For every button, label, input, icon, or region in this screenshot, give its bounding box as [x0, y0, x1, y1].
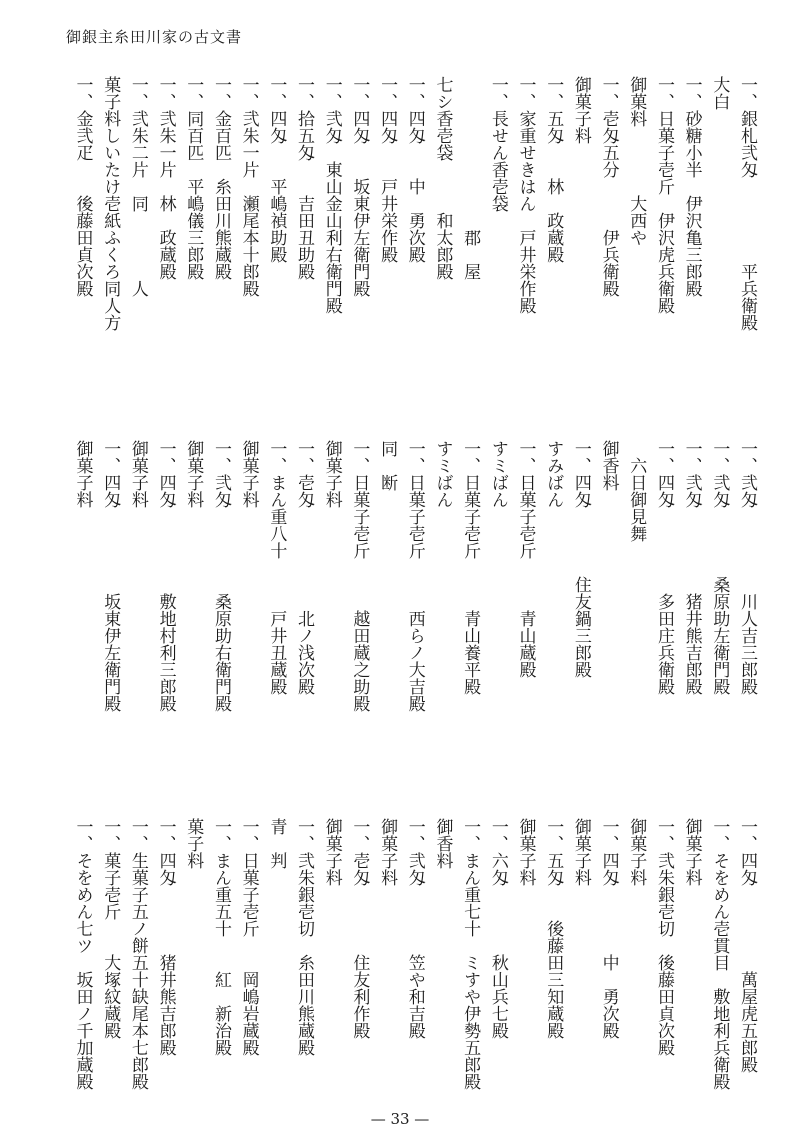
ledger-donor-name: 川人吉三郎殿 [737, 593, 757, 695]
ledger-donor-name: 伊沢虎兵衛殿 [653, 212, 674, 314]
ledger-gap [73, 954, 93, 971]
ledger-donor-name: 後藤田貞次殿 [653, 954, 674, 1056]
ledger-item: 一、弐匁 [681, 440, 702, 508]
ledger-item: 一、生菓子五ノ餅五十缺 [127, 818, 148, 1005]
ledger-column [234, 818, 262, 1098]
page-number: — 33 — [370, 1110, 430, 1128]
ledger-gap [156, 178, 176, 195]
ledger-item: 一、四匁 [598, 818, 619, 886]
ledger-column [262, 76, 290, 396]
ledger-item: 一、壱匁 [294, 440, 314, 508]
ledger-donor-name: 坂東伊左衛門殿 [100, 593, 121, 712]
ledger-gap [516, 212, 536, 229]
ledger-gap [737, 178, 757, 263]
ledger-gap [682, 178, 702, 195]
ledger-donor-name: 大塚紋蔵殿 [100, 954, 121, 1039]
ledger-item: 御菓子料 [321, 818, 342, 886]
ledger-column [483, 818, 511, 1098]
ledger-item: 菓子料しいたけ壱紙ふくろ同人方 [100, 76, 121, 331]
ledger-gap [405, 144, 425, 178]
ledger-donor-name: 北ノ浅次殿 [294, 610, 314, 695]
ledger-item: 一、長せん香壱袋 [487, 76, 508, 212]
ledger-item: 一、弐朱銀壱切 [653, 818, 674, 937]
ledger-column [649, 76, 677, 396]
ledger-donor-name: 青山蔵殿 [515, 610, 536, 678]
ledger-item: 一、五匁 [543, 818, 564, 886]
ledger-column [289, 440, 317, 770]
ledger-item: 一、五匁 [543, 76, 564, 144]
ledger-column [400, 440, 428, 770]
ledger-column [179, 440, 207, 770]
ledger-item: 御菓子料 [570, 818, 591, 886]
ledger-item: 一、弐匁 [709, 440, 730, 508]
ledger-item: 一、弐匁 [210, 440, 231, 508]
ledger-item: 一、四匁 [155, 440, 176, 508]
ledger-gap [294, 937, 314, 954]
ledger-item: 一、菓子壱斤 [100, 818, 121, 920]
ledger-donor-name: 猪井熊吉郎殿 [155, 954, 176, 1056]
ledger-column [428, 440, 456, 770]
ledger-column [262, 818, 290, 1098]
ledger-gap [349, 144, 369, 178]
ledger-column [622, 76, 650, 396]
ledger-donor-name: 越田蔵之助殿 [349, 610, 370, 712]
ledger-column [262, 440, 290, 770]
ledger-gap [432, 161, 452, 212]
ledger-column [511, 440, 539, 770]
ledger-column [123, 818, 151, 1098]
ledger-band-bottom [40, 818, 760, 1098]
ledger-donor-name: 住友鍋三郎殿 [570, 576, 591, 678]
ledger-donor-name: 戸井丑蔵殿 [266, 610, 287, 695]
ledger-gap [211, 161, 231, 178]
ledger-gap [405, 886, 425, 954]
ledger-donor-name: 後藤田三知蔵殿 [543, 920, 564, 1039]
ledger-column [622, 440, 650, 770]
ledger-item: 一、同百匹 [183, 76, 204, 161]
ledger-column [96, 76, 124, 396]
ledger-column [594, 76, 622, 396]
ledger-column [732, 76, 760, 396]
ledger-column [234, 76, 262, 396]
ledger-gap [73, 161, 93, 195]
ledger-gap [682, 508, 702, 593]
ledger-donor-name: 林 政蔵殿 [543, 178, 564, 263]
ledger-donor-name: 敷地村利三郎殿 [155, 593, 176, 712]
ledger-donor-name: 戸井栄作殿 [515, 229, 536, 314]
ledger-item: 一、まん重七十 [460, 818, 481, 937]
ledger-gap [460, 937, 480, 954]
ledger-donor-name: 戸井栄作殿 [377, 178, 398, 263]
ledger-item: 一、四匁 [737, 818, 757, 886]
ledger-gap [654, 508, 674, 593]
ledger-gap [183, 161, 203, 178]
ledger-item: 御菓子料 [183, 440, 204, 508]
ledger-column [289, 818, 317, 1098]
ledger-item: 御香料 [598, 440, 619, 491]
ledger-column [151, 818, 179, 1098]
ledger-column [622, 818, 650, 1098]
ledger-gap [349, 886, 369, 954]
ledger-item: 一、弐朱二片 [127, 76, 148, 178]
ledger-column [511, 818, 539, 1098]
ledger-column [123, 76, 151, 396]
ledger-column [705, 818, 733, 1098]
ledger-column [511, 76, 539, 396]
ledger-donor-name: 伊沢亀三郎殿 [681, 195, 702, 297]
ledger-gap [488, 886, 508, 954]
ledger-column [732, 818, 760, 1098]
ledger-item: 一、壱匁 [349, 818, 370, 886]
ledger-donor-name: 糸田川熊蔵殿 [210, 178, 231, 280]
ledger-gap [239, 937, 259, 971]
ledger-gap [460, 76, 480, 229]
ledger-item: 一、弐匁 [321, 76, 342, 144]
ledger-item: 御菓子料 [127, 440, 148, 508]
ledger-gap [156, 508, 176, 593]
ledger-gap [626, 440, 646, 457]
ledger-item: 一、日菓子壱斤 [460, 440, 481, 559]
ledger-item: 御菓子料 [72, 440, 93, 508]
ledger-column [428, 76, 456, 396]
ledger-item: 一、弐朱一片 [155, 76, 176, 178]
ledger-donor-name: 住友利作殿 [349, 954, 370, 1039]
ledger-donor-name: 青山養平殿 [460, 610, 481, 695]
ledger-gap [626, 127, 646, 195]
ledger-item: 御香料 [432, 818, 453, 869]
ledger-column [455, 818, 483, 1098]
ledger-column [732, 440, 760, 770]
ledger-gap [349, 559, 369, 610]
ledger-donor-name: 平嶋禎助殿 [266, 178, 287, 263]
ledger-donor-name: 東山金山利右衛門殿 [321, 161, 342, 314]
ledger-item: 一、四匁 [570, 440, 591, 508]
ledger-column [206, 76, 234, 396]
ledger-column [594, 440, 622, 770]
ledger-gap [211, 937, 231, 971]
ledger-gap [211, 508, 231, 593]
ledger-column [206, 440, 234, 770]
ledger-column [649, 818, 677, 1098]
ledger-column [317, 76, 345, 396]
ledger-column [372, 440, 400, 770]
ledger-donor-name: 笠や和吉殿 [404, 954, 425, 1039]
ledger-donor-name: 中 勇次殿 [598, 954, 619, 1039]
ledger-column [428, 818, 456, 1098]
ledger-gap [100, 508, 120, 593]
ledger-column [345, 76, 373, 396]
ledger-column [677, 818, 705, 1098]
ledger-item: 一、そをめん七ツ [72, 818, 93, 954]
ledger-item: 一、弐朱銀壱切 [294, 818, 314, 937]
ledger-column [566, 440, 594, 770]
ledger-column [345, 440, 373, 770]
ledger-item: 一、家重せきはん [515, 76, 536, 212]
ledger-item: 一、壱匁五分 [598, 76, 619, 178]
ledger-donor-name: 桑原助左衛門殿 [709, 576, 730, 695]
ledger-item: 菓子料 [183, 818, 204, 869]
ledger-gap [737, 508, 757, 593]
ledger-band-top [40, 76, 760, 396]
ledger-item: 一、日菓子壱斤 [653, 76, 674, 195]
ledger-column [96, 818, 124, 1098]
ledger-gap [294, 161, 314, 195]
ledger-item: 御菓子料 [626, 818, 647, 886]
ledger-column [68, 818, 96, 1098]
ledger-column [677, 440, 705, 770]
ledger-item: すみばん [543, 440, 564, 508]
ledger-donor-name: 坂東伊左衛門殿 [349, 178, 370, 297]
ledger-donor-name: 郡 屋 [460, 229, 481, 280]
ledger-item: 一、四匁 [266, 76, 287, 144]
ledger-gap [266, 144, 286, 178]
ledger-donor-name: 六日御見舞 [626, 457, 647, 542]
ledger-donor-name: 萬屋虎五郎殿 [737, 971, 757, 1073]
ledger-item: 一、弐匁 [737, 440, 757, 508]
ledger-item: 一、日菓子壱斤 [404, 440, 425, 559]
ledger-item: 一、弐朱一片 [238, 76, 259, 178]
ledger-column [96, 440, 124, 770]
ledger-column [705, 76, 733, 396]
ledger-column [179, 76, 207, 396]
ledger-item: 一、金百匹 [210, 76, 231, 161]
ledger-column [372, 818, 400, 1098]
running-header: 御銀主糸田川家の古文書 [66, 28, 243, 46]
ledger-column [705, 440, 733, 770]
ledger-gap [239, 178, 259, 195]
ledger-item: 一、まん重五十 [210, 818, 231, 937]
ledger-column [400, 76, 428, 396]
ledger-column [68, 76, 96, 396]
ledger-column [400, 818, 428, 1098]
ledger-item: 一、そをめん壱貫目 [709, 818, 730, 971]
ledger-column [483, 440, 511, 770]
ledger-donor-name: 後藤田貞次殿 [72, 195, 93, 297]
ledger-gap [128, 178, 148, 195]
ledger-item: 御菓子料 [238, 440, 259, 508]
ledger-column [539, 818, 567, 1098]
ledger-item: すミばん [432, 440, 453, 508]
ledger-column [317, 818, 345, 1098]
ledger-item: 一、砂糖小半 [681, 76, 702, 178]
ledger-donor-name: 尾本七郎殿 [127, 1005, 148, 1090]
ledger-gap [599, 886, 619, 954]
ledger-column [649, 440, 677, 770]
ledger-gap [405, 559, 425, 610]
ledger-column [345, 818, 373, 1098]
ledger-donor-name: 岡嶋岩蔵殿 [238, 971, 259, 1056]
ledger-gap [543, 144, 563, 178]
ledger-gap [543, 886, 563, 920]
ledger-column [372, 76, 400, 396]
ledger-item: 一、六匁 [487, 818, 508, 886]
ledger-gap [266, 559, 286, 610]
ledger-column [539, 76, 567, 396]
ledger-item: 一、四匁 [377, 76, 398, 144]
ledger-column [206, 818, 234, 1098]
ledger-column [566, 818, 594, 1098]
ledger-donor-name: 多田庄兵衛殿 [653, 593, 674, 695]
ledger-gap [571, 508, 591, 576]
ledger-item: 御菓子料 [515, 818, 536, 886]
ledger-item: 御菓子料 [570, 76, 591, 144]
ledger-gap [654, 195, 674, 212]
ledger-donor-name: 西らノ大吉殿 [404, 610, 425, 712]
ledger-gap [460, 559, 480, 610]
ledger-item: 一、四匁 [155, 818, 176, 886]
ledger-item: 青 判 [266, 818, 287, 869]
ledger-item: 御菓子料 [681, 818, 702, 886]
ledger-column [289, 76, 317, 396]
ledger-donor-name: 中 勇次殿 [404, 178, 425, 263]
ledger-column [539, 440, 567, 770]
ledger-item: 大白 [709, 76, 730, 110]
ledger-column [179, 818, 207, 1098]
ledger-item: 一、四匁 [100, 440, 121, 508]
ledger-column [123, 440, 151, 770]
ledger-item: 一、弐匁 [404, 818, 425, 886]
ledger-gap [709, 971, 729, 988]
ledger-gap [156, 886, 176, 954]
ledger-item: 同 断 [377, 440, 398, 491]
ledger-donor-name: 猪井熊吉郎殿 [681, 593, 702, 695]
ledger-item: すミばん [487, 440, 508, 508]
ledger-donor-name: 大西や [626, 195, 647, 246]
ledger-item: 御菓子料 [321, 440, 342, 508]
ledger-donor-name: 平嶋儀三郎殿 [183, 178, 204, 280]
ledger-donor-name: 坂田ノ千加蔵殿 [72, 971, 93, 1090]
ledger-item: 一、まん重八十 [266, 440, 287, 559]
ledger-gap [294, 508, 314, 610]
ledger-item: 一、金弐疋 [72, 76, 93, 161]
ledger-column [566, 76, 594, 396]
ledger-donor-name: 桑原助右衛門殿 [210, 593, 231, 712]
ledger-donor-name: 和太郎殿 [432, 212, 453, 280]
ledger-gap [377, 144, 397, 178]
ledger-donor-name: 紅 新治殿 [210, 971, 231, 1056]
ledger-item: 一、四匁 [404, 76, 425, 144]
ledger-column [151, 76, 179, 396]
ledger-donor-name: 同 人 [127, 195, 148, 297]
ledger-gap [709, 508, 729, 576]
ledger-donor-name: 吉田丑助殿 [294, 195, 314, 280]
ledger-item: 一、日菓子壱斤 [238, 818, 259, 937]
ledger-item: 一、日菓子壱斤 [349, 440, 370, 559]
ledger-gap [100, 920, 120, 954]
ledger-donor-name: 糸田川熊蔵殿 [294, 954, 314, 1056]
ledger-donor-name: 瀬尾本十郎殿 [238, 195, 259, 297]
ledger-item: 一、日菓子壱斤 [515, 440, 536, 559]
ledger-gap [654, 937, 674, 954]
ledger-donor-name: 敷地利兵衛殿 [709, 988, 730, 1090]
ledger-gap [599, 178, 619, 229]
ledger-column [483, 76, 511, 396]
ledger-column [455, 76, 483, 396]
ledger-donor-name: ミすや伊勢五郎殿 [460, 954, 481, 1090]
ledger-item: 一、拾五匁 [294, 76, 314, 161]
ledger-item: 御菓子料 [377, 818, 398, 886]
ledger-donor-name: 平兵衛殿 [737, 263, 757, 331]
ledger-band-middle [40, 440, 760, 770]
ledger-item: 七シ香壱袋 [432, 76, 453, 161]
ledger-item: 一、四匁 [653, 440, 674, 508]
ledger-column [234, 440, 262, 770]
ledger-item: 一、四匁 [349, 76, 370, 144]
ledger-item: 一、銀札弐匁 [737, 76, 757, 178]
ledger-donor-name: 林 政蔵殿 [155, 195, 176, 280]
ledger-column [317, 440, 345, 770]
ledger-donor-name: 伊兵衛殿 [598, 229, 619, 297]
ledger-gap [737, 886, 757, 971]
ledger-gap [516, 559, 536, 610]
ledger-column [68, 440, 96, 770]
ledger-column [455, 440, 483, 770]
ledger-gap [322, 144, 342, 161]
ledger-column [151, 440, 179, 770]
ledger-column [594, 818, 622, 1098]
ledger-donor-name: 秋山兵七殿 [487, 954, 508, 1039]
ledger-item: 御菓料 [626, 76, 647, 127]
ledger-column [677, 76, 705, 396]
